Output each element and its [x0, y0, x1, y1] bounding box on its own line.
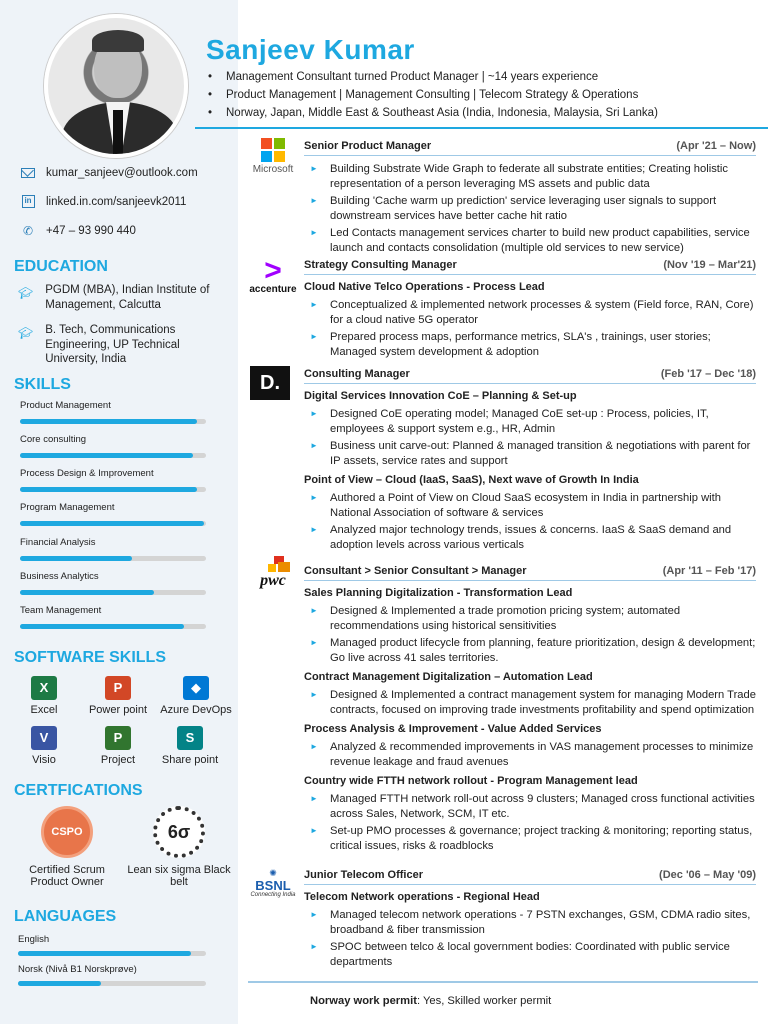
skill-bar-fill: [20, 590, 154, 595]
language-label: Norsk (Nivå B1 Norskprøve): [18, 964, 137, 975]
skill-item: [20, 468, 206, 492]
accenture-chevron-icon: >: [264, 254, 282, 287]
skill-label: Financial Analysis: [20, 537, 96, 548]
sharepoint-icon: S: [177, 726, 203, 750]
job-entry: [304, 565, 756, 856]
job-entry: [304, 869, 756, 972]
education-item: 🎓︎ B. Tech, Communications Engineering, UP Technical University, India: [18, 324, 180, 365]
bsnl-logo: ✺ BSNL Connecting India: [246, 868, 300, 898]
skill-item: [20, 537, 206, 561]
job-dates: (Nov '19 – Mar'21): [663, 259, 756, 271]
skill-item: [20, 571, 206, 595]
bullet-item: ► Managed product lifecycle from planning, feature prioritization, design & development; Go live across 41 sales territories.: [304, 636, 756, 665]
bullet-item: ► Prepared process maps, performance metrics, SLA's , trainings, user stories; Managed system development & adoption: [304, 330, 756, 359]
excel-icon: X: [31, 676, 57, 700]
bullet-list: [304, 491, 756, 552]
header-divider: [195, 127, 768, 129]
skill-item: [20, 400, 206, 424]
mail-icon: [20, 166, 36, 180]
job-header: [304, 368, 756, 384]
bsnl-globe-icon: ✺: [269, 868, 277, 878]
contact-list: [20, 158, 198, 245]
bullet-item: ► Set-up PMO processes & governance; project tracking & monitoring; reporting status, critical issues, risks & roadblocks: [304, 824, 756, 853]
pwc-logo: pwc: [246, 556, 300, 590]
cert-label: Lean six sigma Black belt: [127, 864, 231, 888]
software-label: Azure DevOps: [160, 704, 232, 716]
project-role: Point of View – Cloud (IaaS, SaaS), Next wave of Growth In India: [304, 474, 639, 486]
six-sigma-badge-icon: 6σ: [153, 806, 205, 858]
project-role: Cloud Native Telco Operations - Process Lead: [304, 281, 545, 293]
job-title: Strategy Consulting Manager: [304, 259, 457, 271]
skill-bar: [20, 590, 206, 595]
skill-bar-fill: [20, 521, 204, 526]
email-text: kumar_sanjeev@outlook.com: [46, 166, 198, 179]
language-bar: [18, 981, 206, 986]
software-label: Visio: [32, 754, 56, 766]
language-bar: [18, 951, 206, 956]
footer-divider: [248, 981, 758, 983]
language-bar-fill: [18, 981, 101, 986]
project-role: Digital Services Innovation CoE – Planning & Set-up: [304, 390, 577, 402]
skill-item: [20, 605, 206, 629]
skill-bar: [20, 556, 206, 561]
job-entry: [304, 368, 756, 555]
candidate-name: Sanjeev Kumar: [206, 34, 415, 65]
powerpoint-icon: P: [105, 676, 131, 700]
software-label: Share point: [161, 754, 219, 766]
skill-bar: [20, 419, 206, 424]
microsoft-squares-icon: [261, 138, 285, 162]
software-skills-title: SOFTWARE SKILLS: [14, 649, 166, 666]
skill-item: [20, 502, 206, 526]
bullet-list: [304, 298, 756, 359]
languages-title: LANGUAGES: [14, 908, 117, 925]
bullet-item: ► Analyzed & recommended improvements in VAS management processes to minimize revenue leakage and fraud avenues: [304, 740, 756, 769]
language-item: [18, 964, 206, 986]
job-dates: (Feb '17 – Dec '18): [660, 368, 756, 380]
contact-linkedin[interactable]: [20, 187, 198, 216]
job-entry: [304, 259, 756, 362]
bullet-list: [304, 688, 756, 717]
skill-label: Program Management: [20, 502, 115, 513]
cert-six-sigma: [124, 806, 234, 888]
language-bar-fill: [18, 951, 191, 956]
software-item: [4, 726, 84, 766]
education-item: 🎓︎ PGDM (MBA), Indian Institute of Management, Calcutta: [18, 284, 210, 311]
skill-bar-fill: [20, 624, 184, 629]
bullet-list: [304, 604, 756, 665]
bullet-item: ► Designed CoE operating model; Managed CoE set-up : Process, policies, IT, employees & support system e.g., HR, Admin: [304, 407, 756, 436]
linkedin-icon: in: [20, 195, 36, 209]
job-title: Consultant > Senior Consultant > Manager: [304, 565, 527, 577]
bullet-item: ► Led Contacts management services charter to build new product capabilities, service launch and contacts consolidation (multiple old services to new service): [304, 226, 756, 255]
skill-bar: [20, 521, 206, 526]
project-icon: P: [105, 726, 131, 750]
skill-bar-fill: [20, 556, 132, 561]
cspo-badge-icon: CSPO: [41, 806, 93, 858]
software-label: Power point: [88, 704, 148, 716]
software-item: [156, 676, 236, 716]
project-role: Contract Management Digitalization – Automation Lead: [304, 671, 593, 683]
bullet-item: ► Analyzed major technology trends, issues & concerns. IaaS & SaaS demand and adoption levels across various verticals: [304, 523, 756, 552]
skill-label: Business Analytics: [20, 571, 99, 582]
bullet-list: [304, 740, 756, 769]
bullet-list: [304, 792, 756, 853]
profile-photo: [44, 14, 188, 158]
software-label: Excel: [30, 704, 58, 716]
software-item: [4, 676, 84, 716]
linkedin-text: linked.in.com/sanjeevk2011: [46, 195, 187, 208]
bullet-item: ► Designed & Implemented a trade promotion pricing system; automated recommendations using historical sensitivities: [304, 604, 756, 633]
software-item: [78, 726, 158, 766]
bullet-list: [304, 162, 756, 255]
pwc-blocks-icon: [246, 556, 300, 572]
skill-item: [20, 434, 206, 458]
software-label: Project: [100, 754, 136, 766]
skill-bar: [20, 624, 206, 629]
software-item: [78, 676, 158, 716]
job-header: [304, 259, 756, 275]
bullet-list: [304, 908, 756, 969]
certifications-title: CERTFICATIONS: [14, 782, 143, 799]
skill-bar-fill: [20, 453, 193, 458]
bullet-item: ► Building Substrate Wide Graph to federate all substrate entities; Creating holistic representation of a person leveraging MS assets and public data: [304, 162, 756, 191]
project-role: Country wide FTTH network rollout - Program Management lead: [304, 775, 638, 787]
skill-bar-fill: [20, 419, 197, 424]
tagline-item: • Product Management | Management Consulting | Telecom Strategy & Operations: [208, 86, 658, 104]
job-title: Consulting Manager: [304, 368, 410, 380]
skill-label: Process Design & Improvement: [20, 468, 154, 479]
job-header: [304, 565, 756, 581]
bullet-item: ► Managed telecom network operations - 7 PSTN exchanges, GSM, CDMA radio sites, broadband & fiber transmission: [304, 908, 756, 937]
bullet-item: ► SPOC between telco & local government bodies: Coordinated with public service departments: [304, 940, 756, 969]
bullet-item: ► Building 'Cache warm up prediction' service leveraging user signals to support downstream services have better cache hit ratio: [304, 194, 756, 223]
skills-title: SKILLS: [14, 376, 71, 393]
cert-label: Certified Scrum Product Owner: [29, 864, 105, 888]
software-item: [150, 726, 230, 766]
tagline-item: • Norway, Japan, Middle East & Southeast Asia (India, Indonesia, Malaysia, Sri Lanka): [208, 104, 658, 122]
bullet-item: ► Managed FTTH network roll-out across 9 clusters; Managed cross functional activities across Sales, Network, SCM, IT etc.: [304, 792, 756, 821]
azure-devops-icon: ◆: [183, 676, 209, 700]
skill-bar: [20, 487, 206, 492]
skill-label: Product Management: [20, 400, 111, 411]
skill-label: Team Management: [20, 605, 102, 616]
project-role: Sales Planning Digitalization - Transformation Lead: [304, 587, 573, 599]
job-dates: (Dec '06 – May '09): [659, 869, 756, 881]
bullet-item: ► Authored a Point of View on Cloud SaaS ecosystem in India in partnership with National Association of software & services: [304, 491, 756, 520]
skill-bar-fill: [20, 487, 197, 492]
deloitte-logo: D.: [246, 366, 300, 400]
contact-phone[interactable]: [20, 216, 198, 245]
visio-icon: V: [31, 726, 57, 750]
job-dates: (Apr '11 – Feb '17): [662, 565, 756, 577]
phone-text: +47 – 93 990 440: [46, 224, 136, 237]
tagline-item: • Management Consultant turned Product Manager | ~14 years experience: [208, 68, 658, 86]
cert-cspo: [12, 806, 122, 888]
education-title: EDUCATION: [14, 258, 108, 275]
language-label: English: [18, 934, 50, 945]
bullet-item: ► Business unit carve-out: Planned & managed transition & negotiations with parent for IP assets, service rates and support: [304, 439, 756, 468]
job-header: [304, 869, 756, 885]
graduation-cap-icon: 🎓︎: [18, 286, 34, 300]
bullet-list: [304, 407, 756, 468]
microsoft-logo: Microsoft: [246, 138, 300, 175]
tagline-list: [208, 68, 658, 122]
job-header: [304, 140, 756, 156]
project-role: Process Analysis & Improvement - Value Added Services: [304, 723, 602, 735]
project-role: Telecom Network operations - Regional Head: [304, 891, 540, 903]
bullet-item: ► Designed & Implemented a contract management system for managing Modern Trade contracts, focused on improving trade investments profitability and spend optimization: [304, 688, 756, 717]
work-permit: Norway work permit: Yes, Skilled worker permit: [310, 995, 552, 1007]
bullet-item: ► Conceptualized & implemented network processes & system (Field force, RAN, Core) for a cloud native 5G operator: [304, 298, 756, 327]
job-entry: [304, 140, 756, 258]
job-title: Junior Telecom Officer: [304, 869, 423, 881]
graduation-cap-icon: 🎓︎: [18, 326, 34, 340]
contact-email[interactable]: [20, 158, 198, 187]
language-item: [18, 934, 206, 956]
phone-icon: ✆: [22, 223, 34, 238]
skill-label: Core consulting: [20, 434, 87, 445]
job-dates: (Apr '21 – Now): [676, 140, 756, 152]
accenture-logo: > accenture: [246, 258, 300, 295]
skill-bar: [20, 453, 206, 458]
job-title: Senior Product Manager: [304, 140, 432, 152]
